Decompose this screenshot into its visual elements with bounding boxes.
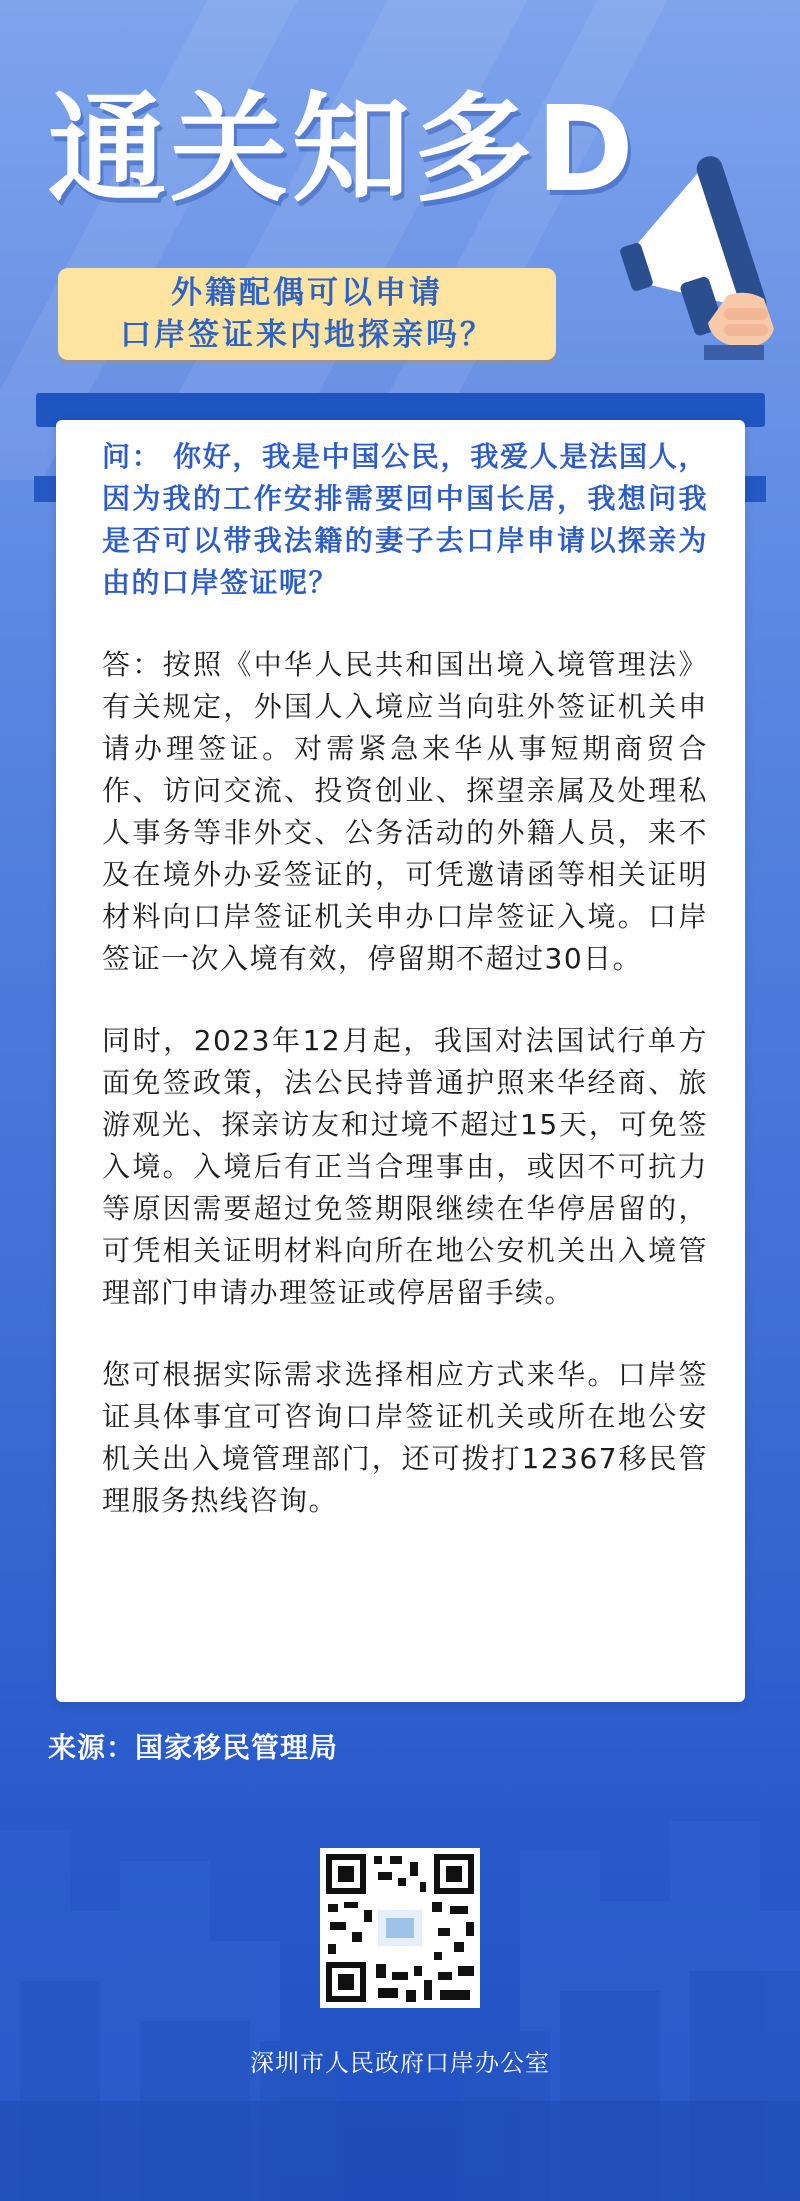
qr-code[interactable] — [320, 1848, 480, 2008]
subtitle-line: 口岸签证来内地探亲吗？ — [120, 317, 494, 353]
policy-paragraph: 同时，2023年12月起，我国对法国试行单方面免签政策，法公民持普通护照来华经商、旅游观光、探亲访友和过境不超过15天，可免签入境。入境后有正当合理事由，或因不可抗力等原因需要超过免签期限继续在华停居留的，可凭相关证明材料向所在地公安机关出入境管理部门申请办理签证或停居留手续。 — [102, 1024, 708, 1309]
subtitle-banner — [58, 268, 556, 360]
source-label: 来源：国家移民管理局 — [48, 1731, 339, 1764]
megaphone-icon — [608, 130, 800, 360]
subtitle-line: 外籍配偶可以申请 — [171, 275, 443, 311]
qa-card — [56, 420, 745, 1702]
side-tab — [744, 476, 766, 502]
footer-organization: 深圳市人民政府口岸办公室 — [250, 2049, 550, 2077]
page-title: 通关知多D — [48, 80, 638, 218]
contact-paragraph: 您可根据实际需求选择相应方式来华。口岸签证具体事宜可咨询口岸签证机关或所在地公安机关出入境管理部门，还可拨打12367移民管理服务热线咨询。 — [102, 1358, 708, 1517]
answer-text: 答：按照《中华人民共和国出境入境管理法》有关规定，外国人入境应当向驻外签证机关申请办理签证。对需紧急来华从事短期商贸合作、访问交流、投资创业、探望亲属及处理私人事务等非外交、公务活动的外籍人员，来不及在境外办妥签证的，可凭邀请函等相关证明材料向口岸签证机关申办口岸签证入境。口岸签证一次入境有效，停留期不超过30日。 — [102, 648, 708, 975]
side-tab — [34, 476, 56, 502]
question-text: 问： 你好，我是中国公民，我爱人是法国人，因为我的工作安排需要回中国长居，我想问我是否可以带我法籍的妻子去口岸申请以探亲为由的口岸签证呢？ — [102, 440, 708, 599]
